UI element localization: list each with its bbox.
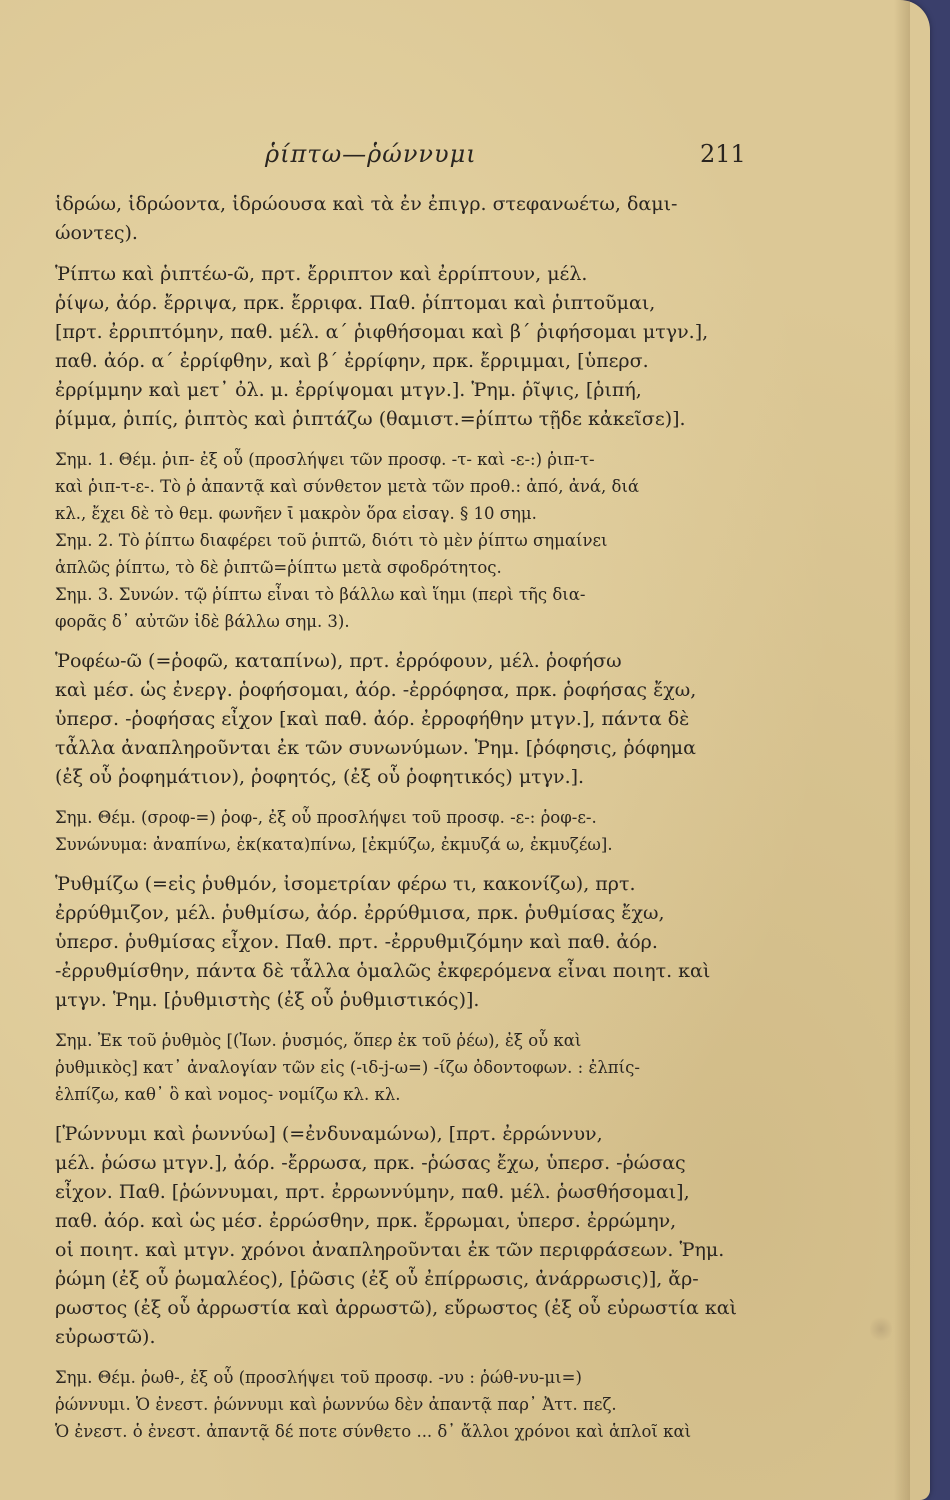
page-edge-shadow	[894, 0, 910, 1500]
text-line: Σημ. 1. Θέμ. ῥιπ- ἐξ οὗ (προσλήψει τῶν προσφ. -τ- καὶ -ε-:) ῥιπ-τ-	[55, 450, 595, 469]
text-line: κλ., ἔχει δὲ τὸ θεμ. φωνῆεν ῑ μακρὸν ὅρα εἰσαγ. § 10 σημ.	[55, 504, 537, 523]
dictionary-entries	[55, 190, 785, 1445]
paragraph-gap	[55, 1352, 785, 1364]
running-title: ῥίπτω—ῥώννυμι	[265, 140, 477, 168]
text-line: ὑπερσ. ῥυθμίσας εἶχον. Παθ. πρτ. -ἐρρυθμιζόμην καὶ παθ. ἀόρ.	[55, 931, 658, 953]
text-line: ἁπλῶς ῥίπτω, τὸ δὲ ῥιπτῶ=ῥίπτω μετὰ σφοδρότητος.	[55, 558, 502, 577]
text-line: μέλ. ῥώσω μτγν.], ἀόρ. -ἔρρωσα, πρκ. -ῥώσας ἔχω, ὑπερσ. -ῥώσας	[55, 1152, 686, 1174]
paragraph-gap	[55, 858, 785, 870]
text-line: Συνώνυμα: ἀναπίνω, ἐκ(κατα)πίνω, [ἐκμύζω, ἐκμυζά ω, ἐκμυζέω].	[55, 835, 613, 854]
paragraph-gap	[55, 1015, 785, 1027]
text-line: Ὁ ἐνεστ. ὁ ἐνεστ. ἀπαντᾷ δέ ποτε σύνθετο ... δ᾽ ἄλλοι χρόνοι καὶ ἁπλοῖ καὶ	[55, 1422, 692, 1441]
text-line: ώοντες).	[55, 222, 138, 244]
text-line: εἶχον. Παθ. [ῥώννυμαι, πρτ. ἐρρωννύμην, παθ. μέλ. ῥωσθήσομαι],	[55, 1181, 690, 1203]
text-line: Ῥυθμίζω (=εἰς ῥυθμόν, ἰσομετρίαν φέρω τι, κακονίζω), πρτ.	[55, 873, 636, 895]
text-line: ῥίμμα, ῥιπίς, ῥιπτὸς καὶ ῥιπτάζω (θαμιστ.=ῥίπτω τῇδε κἀκεῖσε)].	[55, 408, 686, 430]
text-line: ἱδρώω, ἱδρώοντα, ἱδρώουσα καὶ τὰ ἐν ἐπιγρ. στεφανωέτω, δαμι-	[55, 193, 678, 215]
text-line: [Ῥώννυμι καὶ ῥωννύω] (=ἐνδυναμώνω), [πρτ. ἐρρώννυν,	[55, 1123, 603, 1145]
text-line: τἆλλα ἀναπληροῦνται ἐκ τῶν συνωνύμων. Ῥημ. [ῥόφησις, ῥόφημα	[55, 737, 696, 759]
text-line: καὶ μέσ. ὡς ἐνεργ. ῥοφήσομαι, ἀόρ. -ἐρρόφησα, πρκ. ῥοφήσας ἔχω,	[55, 679, 697, 701]
page-header	[0, 140, 930, 180]
paragraph-gap	[55, 635, 785, 647]
text-line: εὐρωστῶ).	[55, 1326, 156, 1348]
paragraph-gap	[55, 248, 785, 260]
text-line: Σημ. Θέμ. ῥωθ-, ἐξ οὗ (προσλήψει τοῦ προσφ. -νυ : ῥώθ-νυ-μι=)	[55, 1368, 582, 1387]
text-line: Σημ. Θέμ. (σροφ-=) ῥοφ-, ἐξ οὗ προσλήψει τοῦ προσφ. -ε-: ῥοφ-ε-.	[55, 808, 597, 827]
text-line: (ἐξ οὗ ῥοφημάτιον), ῥοφητός, (ἐξ οὗ ῥοφητικός) μτγν.].	[55, 766, 585, 788]
paragraph-gap	[55, 434, 785, 446]
page-number: 211	[700, 140, 746, 168]
text-line: Σημ. 2. Τὸ ῥίπτω διαφέρει τοῦ ῥιπτῶ, διότι τὸ μὲν ῥίπτω σημαίνει	[55, 531, 608, 550]
text-line: ῥίψω, ἀόρ. ἔρριψα, πρκ. ἔρριφα. Παθ. ῥίπτομαι καὶ ῥιπτοῦμαι,	[55, 292, 656, 314]
text-line: ἐρρίμμην καὶ μετ᾽ ὀλ. μ. ἐρρίψομαι μτγν.]. Ῥημ. ῥῖψις, [ῥιπή,	[55, 379, 642, 401]
text-line: ἐρρύθμιζον, μέλ. ῥυθμίσω, ἀόρ. ἐρρύθμισα, πρκ. ῥυθμίσας ἔχω,	[55, 902, 665, 924]
text-line: ῥώμη (ἐξ οὗ ῥωμαλέος), [ῥῶσις (ἐξ οὗ ἐπίρρωσις, ἀνάρρωσις)], ἄρ-	[55, 1268, 699, 1290]
text-line: ῥώννυμι. Ὁ ἐνεστ. ῥώννυμι καὶ ῥωννύω δὲν ἀπαντᾷ παρ᾽ Ἀττ. πεζ.	[55, 1395, 617, 1414]
text-line: οἱ ποιητ. καὶ μτγν. χρόνοι ἀναπληροῦνται ἐκ τῶν περιφράσεων. Ῥημ.	[55, 1239, 725, 1261]
ink-blot	[870, 1315, 892, 1343]
text-line: [πρτ. ἐρριπτόμην, παθ. μέλ. α΄ ῥιφθήσομαι καὶ β΄ ῥιφήσομαι μτγν.],	[55, 321, 709, 343]
text-line: ρωστος (ἐξ οὗ ἀρρωστία καὶ ἀρρωστῶ), εὔρωστος (ἐξ οὗ εὐρωστία καὶ	[55, 1297, 738, 1319]
text-line: μτγν. Ῥημ. [ῥυθμιστὴς (ἐξ οὗ ῥυθμιστικός)].	[55, 989, 480, 1011]
text-line: καὶ ῥιπ-τ-ε-. Τὸ ῥ ἀπαντᾷ καὶ σύνθετον μετὰ τῶν προθ.: ἀπό, ἀνά, διά	[55, 477, 640, 496]
text-line: ὑπερσ. -ῥοφήσας εἶχον [καὶ παθ. ἀόρ. ἐρροφήθην μτγν.], πάντα δὲ	[55, 708, 690, 730]
paragraph-gap	[55, 792, 785, 804]
text-line: φορᾶς δ᾽ αὐτῶν ἰδὲ βάλλω σημ. 3).	[55, 612, 350, 631]
text-line: παθ. ἀόρ. καὶ ὡς μέσ. ἐρρώσθην, πρκ. ἔρρωμαι, ὑπερσ. ἐρρώμην,	[55, 1210, 677, 1232]
text-line: Σημ. 3. Συνών. τῷ ῥίπτω εἶναι τὸ βάλλω καὶ ἵημι (περὶ τῆς δια-	[55, 585, 586, 604]
text-line: παθ. ἀόρ. α΄ ἐρρίφθην, καὶ β΄ ἐρρίφην, πρκ. ἔρριμμαι, [ὑπερσ.	[55, 350, 649, 372]
text-line: Ῥίπτω καὶ ῥιπτέω-ῶ, πρτ. ἔρριπτον καὶ ἐρρίπτουν, μέλ.	[55, 263, 588, 285]
paragraph-gap	[55, 1108, 785, 1120]
text-line: ἐλπίζω, καθ᾽ ὃ καὶ νομος- νομίζω κλ. κλ.	[55, 1085, 401, 1104]
text-line: Σημ. Ἐκ τοῦ ῥυθμὸς [(Ἰων. ῥυσμός, ὅπερ ἐκ τοῦ ῥέω), ἐξ οὗ καὶ	[55, 1031, 582, 1050]
text-line: -ἐρρυθμίσθην, πάντα δὲ τἆλλα ὁμαλῶς ἐκφερόμενα εἶναι ποιητ. καὶ	[55, 960, 711, 982]
text-line: Ῥοφέω-ῶ (=ῥοφῶ, καταπίνω), πρτ. ἐρρόφουν, μέλ. ῥοφήσω	[55, 650, 622, 672]
text-line: ῥυθμικὸς] κατ᾽ ἀναλογίαν τῶν εἰς (-ιδ-j-ω=) -ίζω ὀδοντοφων. : ἐλπίς-	[55, 1058, 640, 1077]
